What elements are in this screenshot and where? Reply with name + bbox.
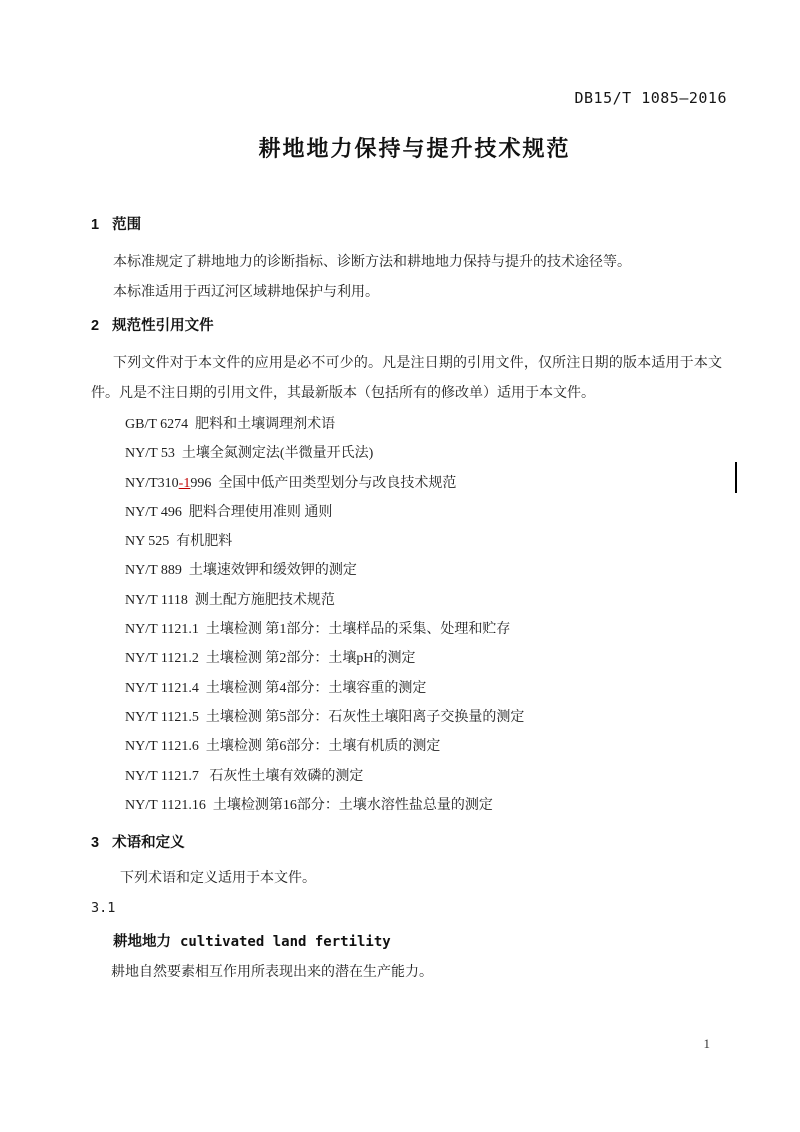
revision-change-bar [735,462,737,493]
reference-item: NY/T 889 土壤速效钾和缓效钾的测定 [125,563,357,579]
section-number: 3 [91,835,100,851]
terms-intro-paragraph: 下列术语和定义适用于本文件。 [120,871,316,886]
reference-item: NY/T 53 土壤全氮测定法(半微量开氏法) [125,446,374,462]
reference-item: GB/T 6274 肥料和土壤调理剂术语 [125,417,336,432]
reference-item: NY/T 1121.6 土壤检测 第6部分：土壤有机质的测定 [125,739,441,755]
reference-item: NY/T 1121.5 土壤检测 第5部分：石灰性土壤阳离子交换量的测定 [125,709,525,725]
normative-intro-paragraph: 下列文件对于本文件的应用是必不可少的。凡是注日期的引用文件，仅所注日期的版本适用于本文件。凡是不注日期的引用文件，其最新版本（包括所有的修改单）适用于本文件。 [91,356,722,401]
document-title: 耕地地力保持与提升技术规范 [258,136,571,161]
reference-item: NY/T 1121.2 土壤检测 第2部分：土壤pH的测定 [125,651,416,667]
term-definition: 耕地自然要素相互作用所表现出来的潜在生产能力。 [111,965,433,980]
section-title: 术语和定义 [112,835,185,851]
scope-paragraph-1: 本标准规定了耕地地力的诊断指标、诊断方法和耕地地力保持与提升的技术途径等。 [113,255,631,270]
scope-paragraph-2: 本标准适用于西辽河区域耕地保护与利用。 [113,285,379,300]
section-number: 1 [91,217,100,233]
section-heading-normative-references [91,314,738,335]
standard-number: DB15/T 1085—2016 [574,89,727,107]
section-number: 2 [91,318,100,334]
reference-item: NY/T 1121.16 土壤检测第16部分：土壤水溶性盐总量的测定 [125,797,493,813]
reference-item: NY/T 1121.4 土壤检测 第4部分：土壤容重的测定 [125,680,427,696]
reference-item: NY/T 1121.1 土壤检测 第1部分：土壤样品的采集、处理和贮存 [125,622,511,638]
term-name-chinese: 耕地地力 [113,934,171,950]
reference-list [91,410,738,820]
page-number: 1 [703,1036,710,1051]
reference-item: NY/T 1118 测土配方施肥技术规范 [125,592,335,608]
tracked-change-insertion: -1 [178,475,191,491]
term-number: 3.1 [91,900,116,916]
section-title: 范围 [112,217,142,233]
reference-item: NY/T310-1996 全国中低产田类型划分与改良技术规范 [125,475,457,491]
section-title: 规范性引用文件 [112,318,214,334]
term-name-english: cultivated land fertility [180,934,391,950]
reference-item: NY/T 1121.7 石灰性土壤有效磷的测定 [125,768,364,784]
section-heading-terms [91,831,738,852]
term-name [91,930,760,951]
section-heading-scope [91,213,738,234]
reference-item: NY 525 有机肥料 [125,534,233,550]
reference-item: NY/T 496 肥料合理使用准则 通则 [125,504,333,520]
